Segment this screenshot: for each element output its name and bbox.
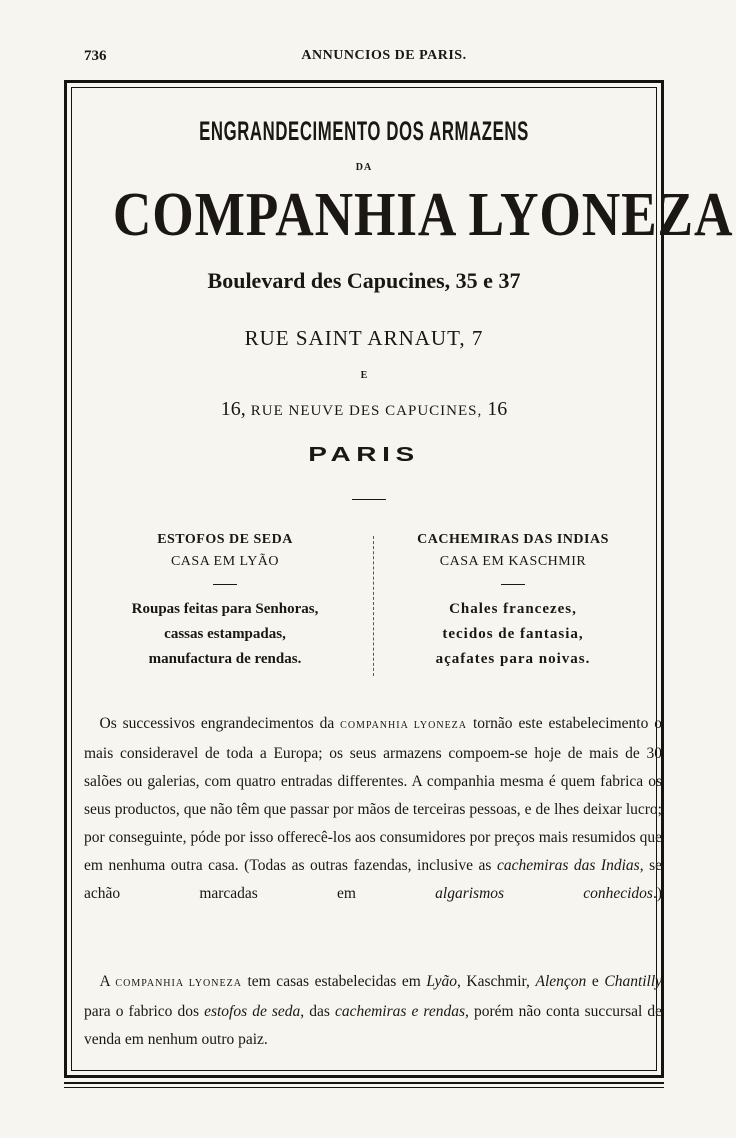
text: tem casas estabelecidas em bbox=[247, 973, 421, 990]
column-item: Roupas feitas para Senhoras, bbox=[131, 601, 319, 617]
emphasis: Lyão bbox=[426, 973, 457, 990]
emphasis: Alençon bbox=[535, 973, 587, 990]
column-heading: CACHEMIRAS DAS INDIAS bbox=[417, 532, 609, 547]
page-number: 736 bbox=[84, 48, 107, 64]
column-separator bbox=[373, 536, 374, 676]
column-cashmeres bbox=[378, 532, 648, 672]
emphasis: Chantilly bbox=[604, 973, 663, 990]
column-item: cassas estampadas, bbox=[164, 626, 286, 642]
text: , Kaschmir, bbox=[456, 973, 530, 990]
column-divider bbox=[501, 584, 525, 585]
text: .) bbox=[652, 885, 662, 902]
advertisement-frame bbox=[64, 80, 734, 1078]
address-number-2: 16 bbox=[487, 398, 508, 420]
column-item: açafates para noivas. bbox=[435, 651, 591, 667]
address-conjunction: E bbox=[360, 370, 368, 381]
emphasis: cachemiras e rendas bbox=[334, 1003, 466, 1020]
text: , porém não conta succursal de venda em nenhum outro paiz. bbox=[84, 1003, 663, 1048]
text: para o fabrico dos bbox=[84, 1003, 200, 1020]
paragraph-description bbox=[84, 710, 662, 908]
column-item: Chales francezes, bbox=[449, 601, 577, 617]
column-divider bbox=[213, 584, 237, 585]
address-number-1: 16, bbox=[220, 398, 246, 420]
column-heading: ESTOFOS DE SEDA bbox=[157, 532, 293, 547]
company-name: COMPANHIA LYONEZA bbox=[112, 181, 734, 249]
city-name: PARIS bbox=[308, 444, 420, 466]
address-street: RUE NEUVE DES CAPUCINES, bbox=[250, 403, 483, 419]
divider bbox=[352, 499, 386, 500]
text: e bbox=[591, 973, 599, 990]
text: Os successivos engrandecimentos da bbox=[99, 715, 335, 732]
headline-da: DA bbox=[355, 162, 373, 173]
advertisement-inner bbox=[71, 87, 734, 1071]
running-head-title: ANNUNCIOS DE PARIS. bbox=[301, 48, 467, 63]
address-boulevard: Boulevard des Capucines, 35 e 37 bbox=[207, 268, 521, 293]
column-item: manufactura de rendas. bbox=[148, 651, 302, 667]
column-subheading: CASA EM LYÃO bbox=[170, 554, 280, 569]
column-subheading: CASA EM KASCHMIR bbox=[439, 554, 587, 569]
emphasis: algarismos conhecidos bbox=[435, 885, 653, 902]
bottom-rule bbox=[64, 1082, 664, 1084]
address-neuve bbox=[72, 398, 656, 421]
address-rue: RUE SAINT ARNAUT, 7 bbox=[244, 326, 484, 350]
emphasis: estofos de seda bbox=[204, 1003, 301, 1020]
emphasis: cachemiras das Indias bbox=[496, 857, 640, 874]
bottom-rule-thin bbox=[64, 1087, 664, 1088]
column-silks bbox=[90, 532, 360, 672]
column-item: tecidos de fantasia, bbox=[442, 626, 584, 642]
headline: ENGRANDECIMENTO DOS ARMAZENS bbox=[199, 116, 529, 146]
company-name-inline: COMPANHIA LYONEZA bbox=[340, 720, 468, 731]
text: A bbox=[99, 973, 110, 990]
paragraph-branches bbox=[84, 968, 662, 1054]
running-head bbox=[84, 48, 684, 70]
company-name-inline: COMPANHIA LYONEZA bbox=[115, 978, 242, 989]
text: , se achão marcadas em bbox=[84, 857, 662, 902]
text: tornão este estabelecimento o mais consideravel de toda a Europa; os seus armazens compoem-se hoje de mais de 30 salões ou galerias, com quatro entradas differentes. A companhia mesma é quem fabrica os seus productos, que não têm que passar por mãos de terceiras pessoas, e de lhes deixar lucro; por conseguinte, póde por isso offerecê-los aos consumidores por preços mais resumidos que em nenhuma outra casa. (Todas as outras fazendas, inclusive as bbox=[84, 715, 663, 874]
text: , das bbox=[300, 1003, 330, 1020]
